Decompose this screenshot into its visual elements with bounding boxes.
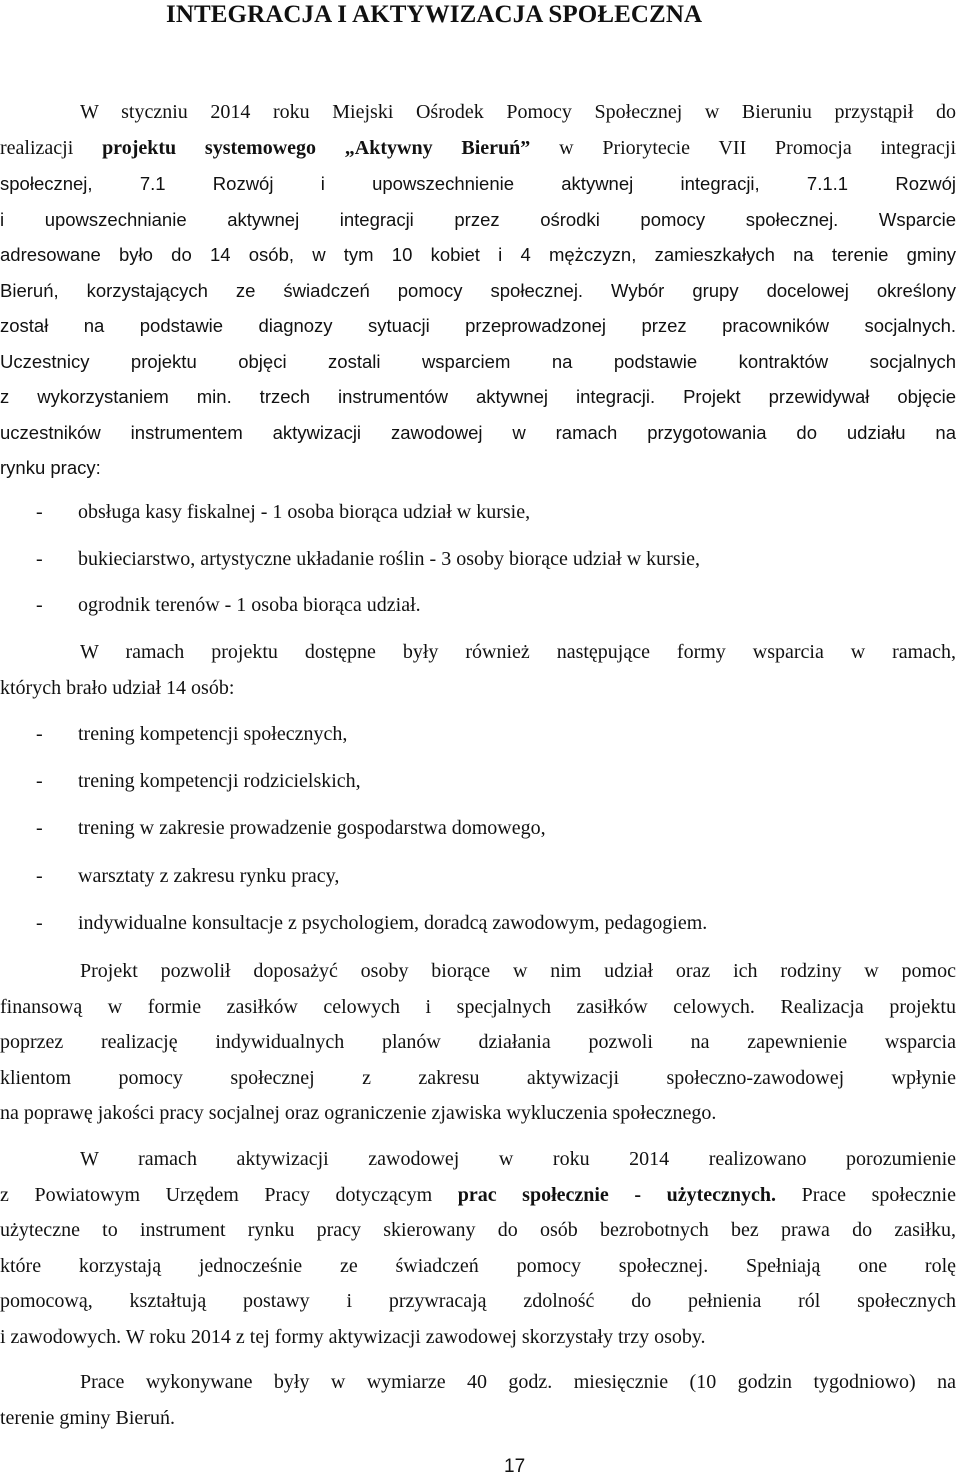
text-line: które korzystają jednocześnie ze świadczeń pomocy społecznej. Spełniają one rolę [0,1255,956,1277]
text-line: terenie gminy Bieruń. [0,1407,175,1429]
text-run: Prace społecznie [776,1184,956,1206]
list-bullet: - [36,817,43,839]
list-bullet: - [36,548,43,570]
text-line: i zawodowych. W roku 2014 z tej formy aktywizacji zawodowej skorzystały trzy osoby. [0,1326,706,1348]
text-line: W styczniu 2014 roku Miejski Ośrodek Pomocy Społecznej w Bieruniu przystąpił do [80,101,956,123]
list-item-text: trening w zakresie prowadzenie gospodarstwa domowego, [78,817,546,839]
text-line: których brało udział 14 osób: [0,677,235,699]
page-title: INTEGRACJA I AKTYWIZACJA SPOŁECZNA [166,1,703,28]
text-line: Bieruń, korzystających ze świadczeń pomocy społecznej. Wybór grupy docelowej określony [0,280,956,301]
text-line: Prace wykonywane były w wymiarze 40 godz. miesięcznie (10 godzin tygodniowo) na [80,1371,956,1393]
list-bullet: - [36,723,43,745]
list-item-text: bukieciarstwo, artystyczne układanie roślin - 3 osoby biorące udział w kursie, [78,548,701,570]
text-line: użyteczne to instrument rynku pracy skierowany do osób bezrobotnych bez prawa do zasiłku, [0,1219,956,1241]
text-line: z wykorzystaniem min. trzech instrumentów aktywnej integracji. Projekt przewidywał objęcie [0,386,956,407]
text-run: z Powiatowym Urzędem Pracy dotyczącym [0,1184,458,1206]
list-item-text: trening kompetencji społecznych, [78,723,348,745]
text-run: w Priorytecie VII Promocja integracji [530,137,956,159]
page-number: 17 [504,1456,526,1477]
list-item-text: warsztaty z zakresu rynku pracy, [78,865,340,887]
text-line: uczestników instrumentem aktywizacji zawodowej w ramach przygotowania do udziału na [0,422,956,443]
text-line: poprzez realizację indywidualnych planów działania pozwoli na zapewnienie wsparcia [0,1031,956,1053]
list-bullet: - [36,865,43,887]
text-run: realizacji [0,137,103,159]
list-bullet: - [36,912,43,934]
text-line: został na podstawie diagnozy sytuacji przeprowadzonej przez pracowników socjalnych. [0,315,956,336]
text-line: pomocową, kształtują postawy i przywracają zdolność do pełnienia ról społecznych [0,1290,956,1312]
text-line: W ramach aktywizacji zawodowej w roku 2014 realizowano porozumienie [80,1148,956,1170]
text-line: Uczestnicy projektu objęci zostali wsparciem na podstawie kontraktów socjalnych [0,351,956,372]
text-line: W ramach projektu dostępne były również następujące formy wsparcia w ramach, [80,641,956,663]
list-item-text: indywidualne konsultacje z psychologiem, doradcą zawodowym, pedagogiem. [78,912,708,934]
list-bullet: - [36,501,43,523]
list-item-text: obsługa kasy fiskalnej - 1 osoba biorąca udział w kursie, [78,501,531,523]
text-line [0,131,956,167]
list-item-text: trening kompetencji rodzicielskich, [78,770,361,792]
project-name-bold: projektu systemowego „Aktywny Bieruń” [102,137,531,159]
list-bullet: - [36,594,43,616]
text-line: Projekt pozwolił doposażyć osoby biorące w nim udział oraz ich rodziny w pomoc [80,960,956,982]
text-line: finansową w formie zasiłków celowych i specjalnych zasiłków celowych. Realizacja projektu [0,996,956,1018]
text-line: rynku pracy: [0,457,101,478]
text-line: i upowszechnianie aktywnej integracji przez ośrodki pomocy społecznej. Wsparcie [0,209,956,230]
list-bullet: - [36,770,43,792]
text-line: adresowane było do 14 osób, w tym 10 kobiet i 4 mężczyzn, zamieszkałych na terenie gminy [0,244,956,265]
text-line [0,1178,956,1214]
text-line: na poprawę jakości pracy socjalnej oraz ograniczenie zjawiska wykluczenia społecznego. [0,1102,717,1124]
list-item-text: ogrodnik terenów - 1 osoba biorąca udział. [78,594,421,616]
text-line: społecznej, 7.1 Rozwój i upowszechnienie aktywnej integracji, 7.1.1 Rozwój [0,173,956,194]
public-works-bold: prac społecznie - użytecznych. [457,1184,777,1206]
text-line: klientom pomocy społecznej z zakresu aktywizacji społeczno-zawodowej wpłynie [0,1067,956,1089]
